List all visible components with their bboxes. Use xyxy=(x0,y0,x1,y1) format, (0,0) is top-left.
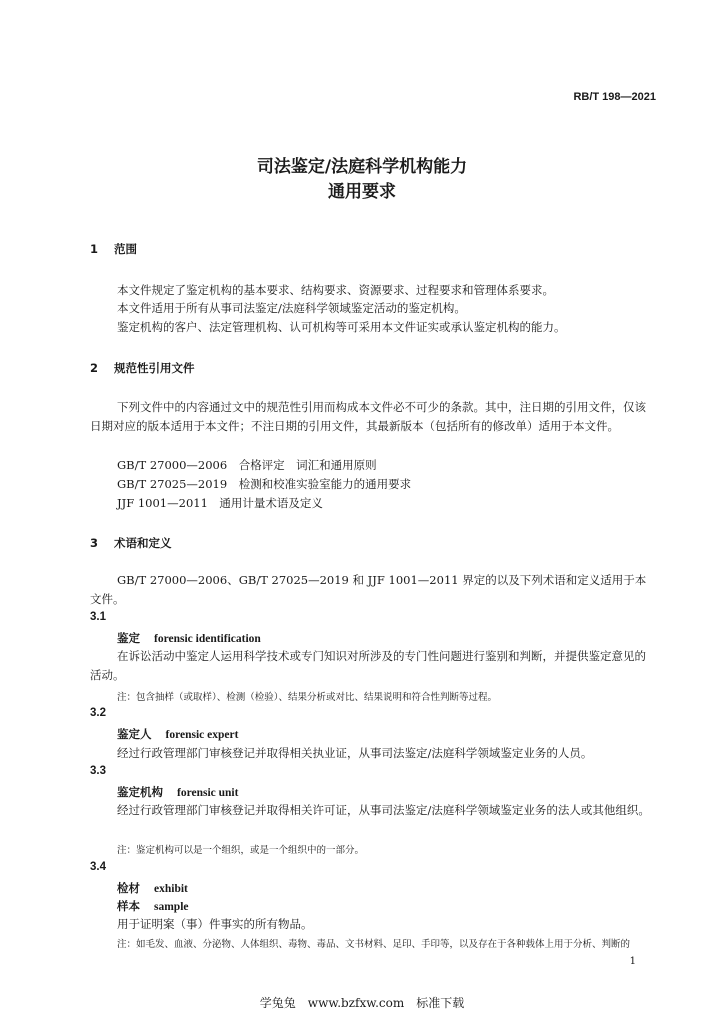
term-en: sample xyxy=(154,901,189,913)
section-title: 术语和定义 xyxy=(114,536,172,550)
term-3-4-b xyxy=(117,898,189,914)
term-zh: 鉴定 xyxy=(117,631,140,645)
footer-watermark: 学兔兔 www.bzfxw.com 标准下载 xyxy=(259,996,465,1010)
normative-ref-3: JJF 1001—2011 通用计量术语及定义 xyxy=(117,496,323,510)
term-3-2-number: 3.2 xyxy=(90,707,106,719)
term-3-2 xyxy=(117,726,238,742)
term-3-1-definition: 在诉讼活动中鉴定人运用科学技术或专门知识对所涉及的专门性问题进行鉴别和判断，并提供鉴定意见的活动。 xyxy=(90,649,646,682)
page-number: 1 xyxy=(629,956,636,967)
section-2-intro: 下列文件中的内容通过文中的规范性引用而构成本文件必不可少的条款。其中，注日期的引用文件，仅该日期对应的版本适用于本文件；不注日期的引用文件，其最新版本（包括所有的修改单）适用于本文件。 xyxy=(90,400,646,433)
standard-code: RB/T 198—2021 xyxy=(573,91,656,103)
section-number: 2 xyxy=(90,361,99,375)
term-en: forensic identification xyxy=(154,633,261,645)
section-1-para-2: 本文件适用于所有从事司法鉴定/法庭科学领域鉴定活动的鉴定机构。 xyxy=(117,301,466,315)
term-3-2-definition: 经过行政管理部门审核登记并取得相关执业证，从事司法鉴定/法庭科学领域鉴定业务的人员。 xyxy=(117,746,593,760)
section-title: 范围 xyxy=(114,242,138,256)
section-3-intro: GB/T 27000—2006、GB/T 27025—2019 和 JJF 1001—2011 界定的以及下列术语和定义适用于本文件。 xyxy=(90,573,647,606)
term-zh: 检材 xyxy=(117,881,140,895)
term-zh: 鉴定人 xyxy=(117,727,152,741)
term-zh: 鉴定机构 xyxy=(117,785,163,799)
term-en: exhibit xyxy=(154,883,188,895)
term-3-4-note: 注：如毛发、血液、分泌物、人体组织、毒物、毒品、文书材料、足印、手印等，以及存在于各种载体上用于分析、判断的 xyxy=(117,939,631,950)
term-3-3 xyxy=(117,784,238,800)
section-title: 规范性引用文件 xyxy=(114,361,195,375)
term-zh: 样本 xyxy=(117,899,140,913)
section-number: 1 xyxy=(90,242,99,256)
term-3-1-note: 注：包含抽样（或取样）、检测（检验）、结果分析或对比、结果说明和符合性判断等过程。 xyxy=(117,692,498,703)
term-3-3-note: 注：鉴定机构可以是一个组织，或是一个组织中的一部分。 xyxy=(117,845,365,856)
section-number: 3 xyxy=(90,536,99,550)
term-3-4-a xyxy=(117,880,188,896)
term-3-4-definition: 用于证明案（事）件事实的所有物品。 xyxy=(117,917,313,931)
term-3-4-number: 3.4 xyxy=(90,861,106,873)
term-en: forensic unit xyxy=(177,787,239,799)
term-3-3-number: 3.3 xyxy=(90,765,106,777)
section-1-para-1: 本文件规定了鉴定机构的基本要求、结构要求、资源要求、过程要求和管理体系要求。 xyxy=(117,283,554,297)
section-1-heading xyxy=(90,241,137,257)
section-1-para-3: 鉴定机构的客户、法定管理机构、认可机构等可采用本文件证实或承认鉴定机构的能力。 xyxy=(117,320,566,334)
normative-ref-2: GB/T 27025—2019 检测和校准实验室能力的通用要求 xyxy=(117,477,412,491)
section-3-heading xyxy=(90,535,172,551)
normative-ref-1: GB/T 27000—2006 合格评定 词汇和通用原则 xyxy=(117,458,377,472)
term-3-1 xyxy=(117,630,261,646)
doc-title-line2: 通用要求 xyxy=(328,182,396,202)
term-en: forensic expert xyxy=(165,729,239,741)
term-3-1-number: 3.1 xyxy=(90,611,106,623)
doc-title-line1: 司法鉴定/法庭科学机构能力 xyxy=(256,157,468,177)
section-2-heading xyxy=(90,360,195,376)
term-3-3-definition: 经过行政管理部门审核登记并取得相关许可证，从事司法鉴定/法庭科学领域鉴定业务的法人或其他组织。 xyxy=(117,803,650,817)
